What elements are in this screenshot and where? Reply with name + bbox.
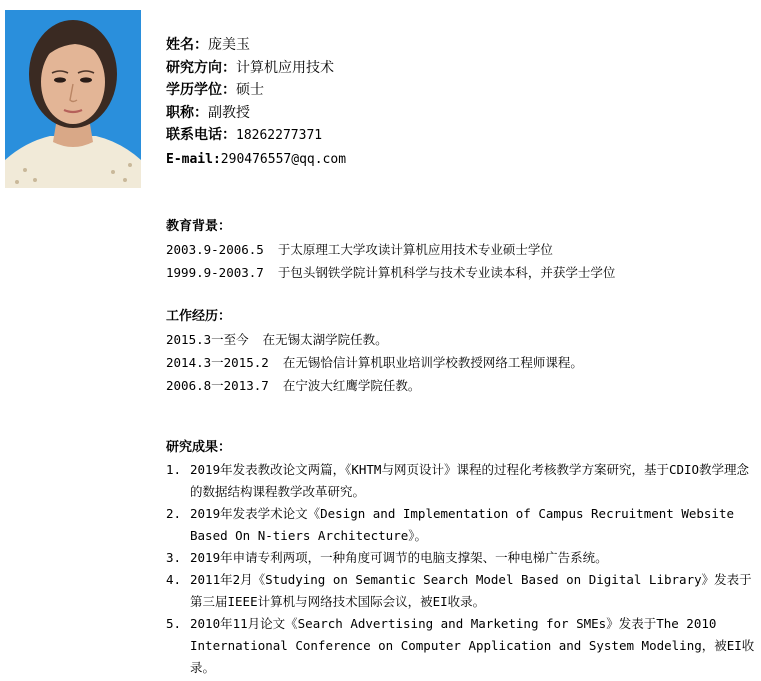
profile-phone-row <box>166 124 346 148</box>
phone-value: 18262277371 <box>236 128 323 143</box>
list-item-number: 3. <box>166 550 182 565</box>
list-item-text: 2019年申请专利两项，一种角度可调节的电脑支撑架、一种电梯广告系统。 <box>190 550 608 565</box>
name-value: 庞美玉 <box>208 37 250 53</box>
profile-research-row <box>166 57 346 80</box>
work-item <box>166 328 583 351</box>
list-item <box>166 569 755 613</box>
work-section <box>166 306 583 397</box>
education-desc: 于太原理工大学攻读计算机应用技术专业硕士学位 <box>277 242 553 257</box>
list-item <box>166 503 755 547</box>
email-label: E-mail: <box>166 151 221 167</box>
list-item-number: 4. <box>166 572 182 587</box>
research-value: 计算机应用技术 <box>236 59 334 76</box>
list-item-text: 2019年发表教改论文两篇，《KHTM与网页设计》课程的过程化考核教学方案研究，基于CDIO教学理念的数据结构课程教学改革研究。 <box>190 462 750 499</box>
results-section <box>166 437 755 679</box>
list-item <box>166 459 755 503</box>
work-desc: 在无锡恰信计算机职业培训学校教授网络工程师课程。 <box>282 355 583 370</box>
profile-name-row <box>166 34 346 57</box>
research-label: 研究方向： <box>166 59 236 76</box>
education-desc: 于包头钢铁学院计算机科学与技术专业读本科，并获学士学位 <box>277 265 616 280</box>
work-heading: 工作经历： <box>166 309 232 324</box>
education-period: 1999.9-2003.7 <box>166 265 264 280</box>
work-period: 2014.3一2015.2 <box>166 355 269 370</box>
list-item <box>166 613 755 679</box>
list-item-number: 5. <box>166 616 182 631</box>
phone-label: 联系电话： <box>166 127 236 143</box>
profile-info <box>166 34 346 171</box>
list-item-number: 2. <box>166 506 182 521</box>
work-desc: 在宁波大红鹰学院任教。 <box>282 378 421 393</box>
degree-value: 硕士 <box>236 82 264 98</box>
results-heading: 研究成果： <box>166 440 232 455</box>
list-item <box>166 547 755 569</box>
work-item <box>166 351 583 374</box>
list-item-text: 2011年2月《Studying on Semantic Search Model Based on Digital Library》发表于第三届IEEE计算机与网络技术国际会议，被EI收录。 <box>190 572 752 609</box>
education-section <box>166 216 615 284</box>
name-label: 姓名： <box>166 37 208 53</box>
work-desc: 在无锡太湖学院任教。 <box>262 332 388 347</box>
profile-photo <box>5 10 141 188</box>
results-list <box>166 459 755 679</box>
education-item <box>166 238 615 261</box>
email-value: 290476557@qq.com <box>220 151 347 167</box>
title-value: 副教授 <box>208 104 250 121</box>
education-item <box>166 261 615 284</box>
education-heading: 教育背景： <box>166 219 232 234</box>
degree-label: 学历学位： <box>166 82 236 98</box>
work-period: 2006.8一2013.7 <box>166 378 269 393</box>
profile-title-row <box>166 102 346 125</box>
list-item-text: 2010年11月论文《Search Advertising and Marketing for SMEs》发表于The 2010 International Conference on Computer Application and System Modeling，被EI收录。 <box>190 616 755 675</box>
work-period: 2015.3一至今 <box>166 332 249 347</box>
title-label: 职称： <box>166 104 208 121</box>
work-item <box>166 374 583 397</box>
profile-email-row <box>166 148 346 172</box>
profile-degree-row <box>166 79 346 102</box>
list-item-text: 2019年发表学术论文《Design and Implementation of Campus Recruitment Website Based On N-tiers Architecture》。 <box>190 506 735 543</box>
education-period: 2003.9-2006.5 <box>166 242 264 257</box>
list-item-number: 1. <box>166 462 182 477</box>
